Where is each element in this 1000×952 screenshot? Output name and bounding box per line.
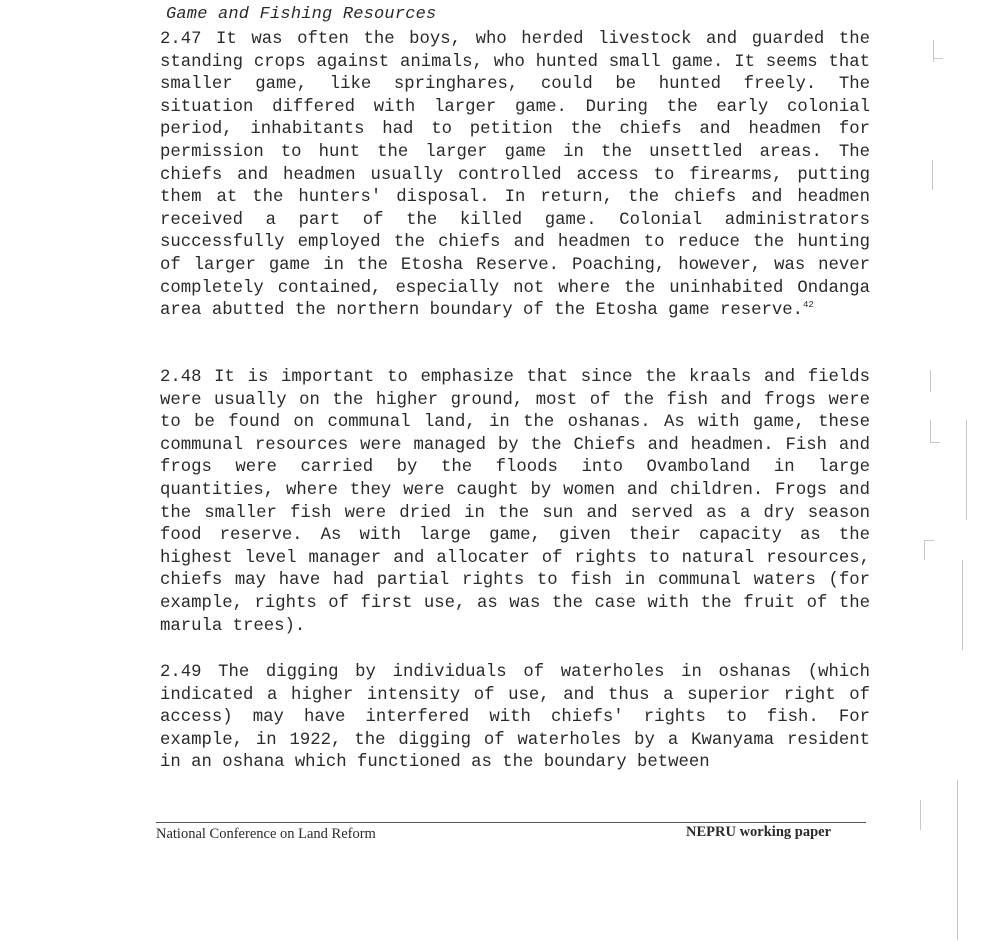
- paragraph-2-47-text: 2.47 It was often the boys, who herded livestock and guarded the standing crops against animals, who hunted small game. It seems that smaller game, like springhares, could be hunted freely. The situation differed with larger game. During the early colonial period, inhabitants had to petition the chiefs and headmen for permission to hunt the larger game in the unsettled areas. The chiefs and headmen usually controlled access to firearms, putting them at the hunters' disposal. In return, the chiefs and headmen received a part of the killed game. Colonial administrators successfully employed the chiefs and headmen to reduce the hunting of larger game in the Etosha Reserve. Poaching, however, was never completely contained, especially not where the uninhabited Ondanga area abutted the northern boundary of the Etosha game reserve.: [160, 30, 870, 321]
- scan-artifact: [962, 560, 963, 650]
- footer-conference-title: National Conference on Land Reform: [156, 826, 376, 842]
- scan-artifact: [966, 420, 967, 520]
- footer-paper-label: NEPRU working paper: [686, 824, 832, 840]
- scan-artifact: [920, 800, 921, 830]
- section-heading: Game and Fishing Resources: [166, 5, 437, 24]
- scan-artifact: [924, 540, 925, 560]
- scan-artifact: [930, 420, 931, 442]
- footer-rule: [156, 822, 866, 823]
- scan-artifact: [957, 780, 958, 940]
- scan-artifact: [924, 540, 934, 541]
- footnote-ref-42: 42: [802, 300, 814, 311]
- paragraph-2-49: 2.49 The digging by individuals of waterholes in oshanas (which indicated a higher intensity of use, and thus a superior right of access) may have interfered with chiefs' rights to fish. For example, in 1922, the digging of waterholes by a Kwanyama resident in an oshana which functioned as the boundary between: [160, 663, 870, 773]
- paragraph-2-48: 2.48 It is important to emphasize that since the kraals and fields were usually on the higher ground, most of the fish and frogs were to be found on communal land, in the oshanas. As with game, these communal resources were managed by the Chiefs and headmen. Fish and frogs were carried by the floods into Ovamboland in large quantities, where they were caught by women and children. Frogs and the smaller fish were dried in the sun and served as a dry season food reserve. As with large game, given their capacity as the highest level manager and allocater of rights to natural resources, chiefs may have had partial rights to fish in communal waters (for example, rights of first use, as was the case with the fruit of the marula trees).: [160, 368, 870, 636]
- scan-artifact: [930, 442, 940, 443]
- scan-artifact: [932, 160, 933, 190]
- scan-artifact: [933, 58, 943, 59]
- paragraph-2-47: [160, 29, 870, 323]
- scan-artifact: [930, 370, 931, 392]
